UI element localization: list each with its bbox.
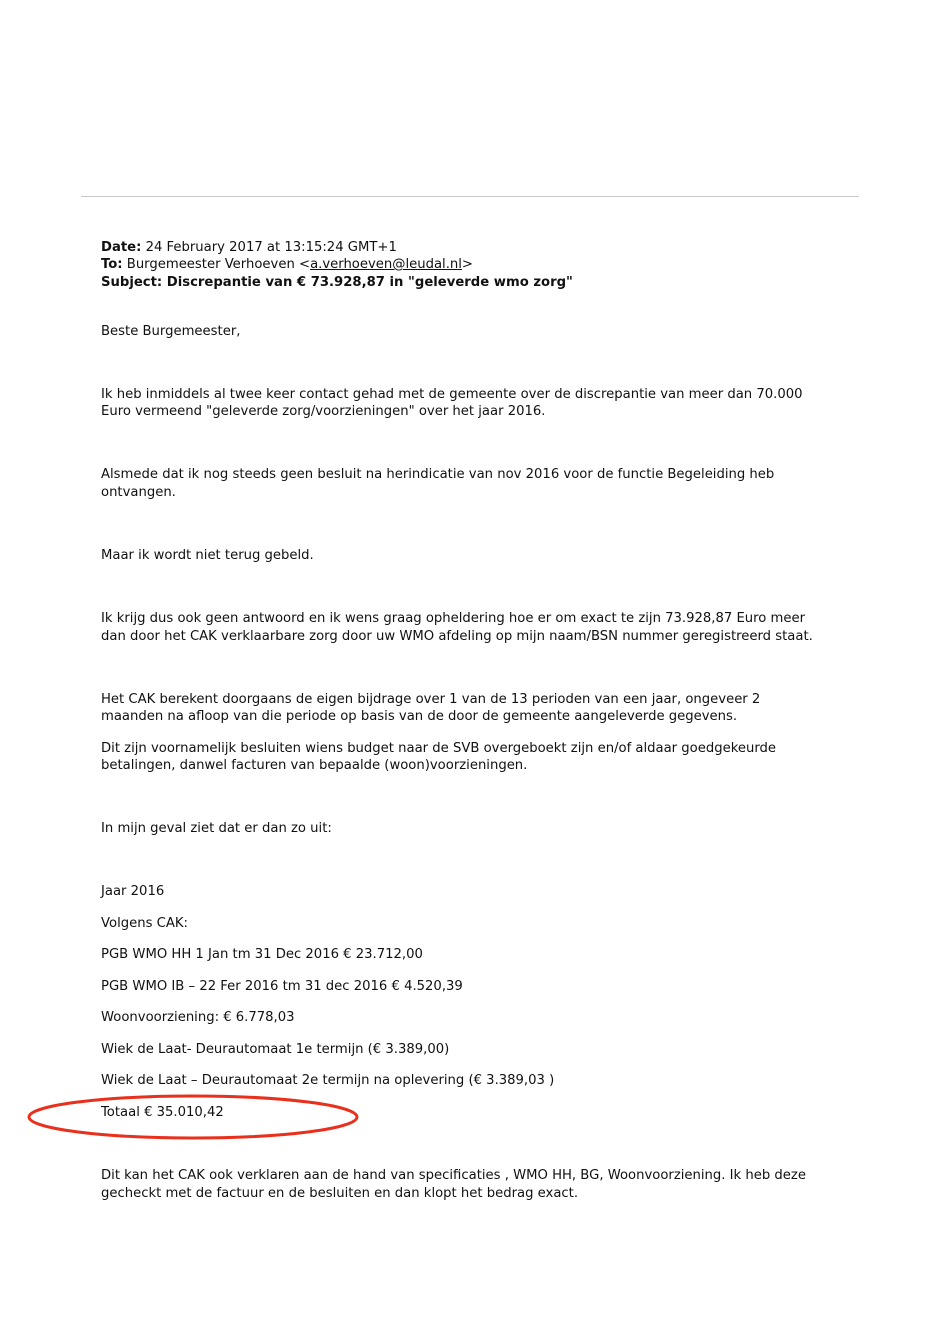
paragraph-2-line-1: Alsmede dat ik nog steeds geen besluit na herindicatie van nov 2016 voor de functie Begeleiding heb [101,467,775,482]
paragraph-3: Maar ik wordt niet terug gebeld. [101,548,314,563]
paragraph-5-line-1: Het CAK berekent doorgaans de eigen bijdrage over 1 van de 13 perioden van een jaar, ongeveer 2 [101,692,761,707]
greeting: Beste Burgemeester, [101,324,241,339]
date-label: Date: [101,240,142,255]
paragraph-8-line-2: gecheckt met de factuur en de besluiten en dan klopt het bedrag exact. [101,1186,579,1201]
total-line: Totaal € 35.010,42 [101,1105,224,1120]
subject-label: Subject: [101,275,163,290]
list-item: Jaar 2016 [101,884,165,899]
list-item: Woonvoorziening: € 6.778,03 [101,1010,295,1025]
paragraph-1-line-2: Euro vermeend "geleverde zorg/voorzieningen" over het jaar 2016. [101,404,546,419]
paragraph-8-line-1: Dit kan het CAK ook verklaren aan de hand van specificaties , WMO HH, BG, Woonvoorziening. Ik heb deze [101,1168,806,1183]
paragraph-6-line-2: betalingen, danwel facturen van bepaalde (woon)voorzieningen. [101,758,528,773]
paragraph-2-line-2: ontvangen. [101,485,176,500]
annotation-ellipse [29,1096,357,1138]
list-item: Wiek de Laat- Deurautomaat 1e termijn (€ 3.389,00) [101,1042,450,1057]
to-name: Burgemeester Verhoeven < [122,257,311,272]
list-item: PGB WMO IB – 22 Fer 2016 tm 31 dec 2016 € 4.520,39 [101,979,463,994]
paragraph-4-line-1: Ik krijg dus ook geen antwoord en ik wens graag opheldering hoe er om exact te zijn 73.928,87 Euro meer [101,611,806,626]
list-item: Volgens CAK: [101,916,188,931]
paragraph-7: In mijn geval ziet dat er dan zo uit: [101,821,332,836]
to-close: > [461,257,473,272]
to-email-link[interactable]: a.verhoeven@leudal.nl [310,257,462,272]
to-label: To: [101,257,123,272]
list-item: Wiek de Laat – Deurautomaat 2e termijn na oplevering (€ 3.389,03 ) [101,1073,555,1088]
date-value: 24 February 2017 at 13:15:24 GMT+1 [141,240,397,255]
paragraph-1-line-1: Ik heb inmiddels al twee keer contact gehad met de gemeente over de discrepantie van meer dan 70.000 [101,387,803,402]
list-item: PGB WMO HH 1 Jan tm 31 Dec 2016 € 23.712,00 [101,947,423,962]
paragraph-6-line-1: Dit zijn voornamelijk besluiten wiens budget naar de SVB overgeboekt zijn en/of aldaar goedgekeurde [101,741,777,756]
paragraph-4-line-2: dan door het CAK verklaarbare zorg door uw WMO afdeling op mijn naam/BSN nummer geregistreerd staat. [101,629,813,644]
paragraph-5-line-2: maanden na afloop van die periode op basis van de door de gemeente aangeleverde gegevens. [101,709,738,724]
subject-value: Discrepantie van € 73.928,87 in "geleverde wmo zorg" [162,275,573,290]
